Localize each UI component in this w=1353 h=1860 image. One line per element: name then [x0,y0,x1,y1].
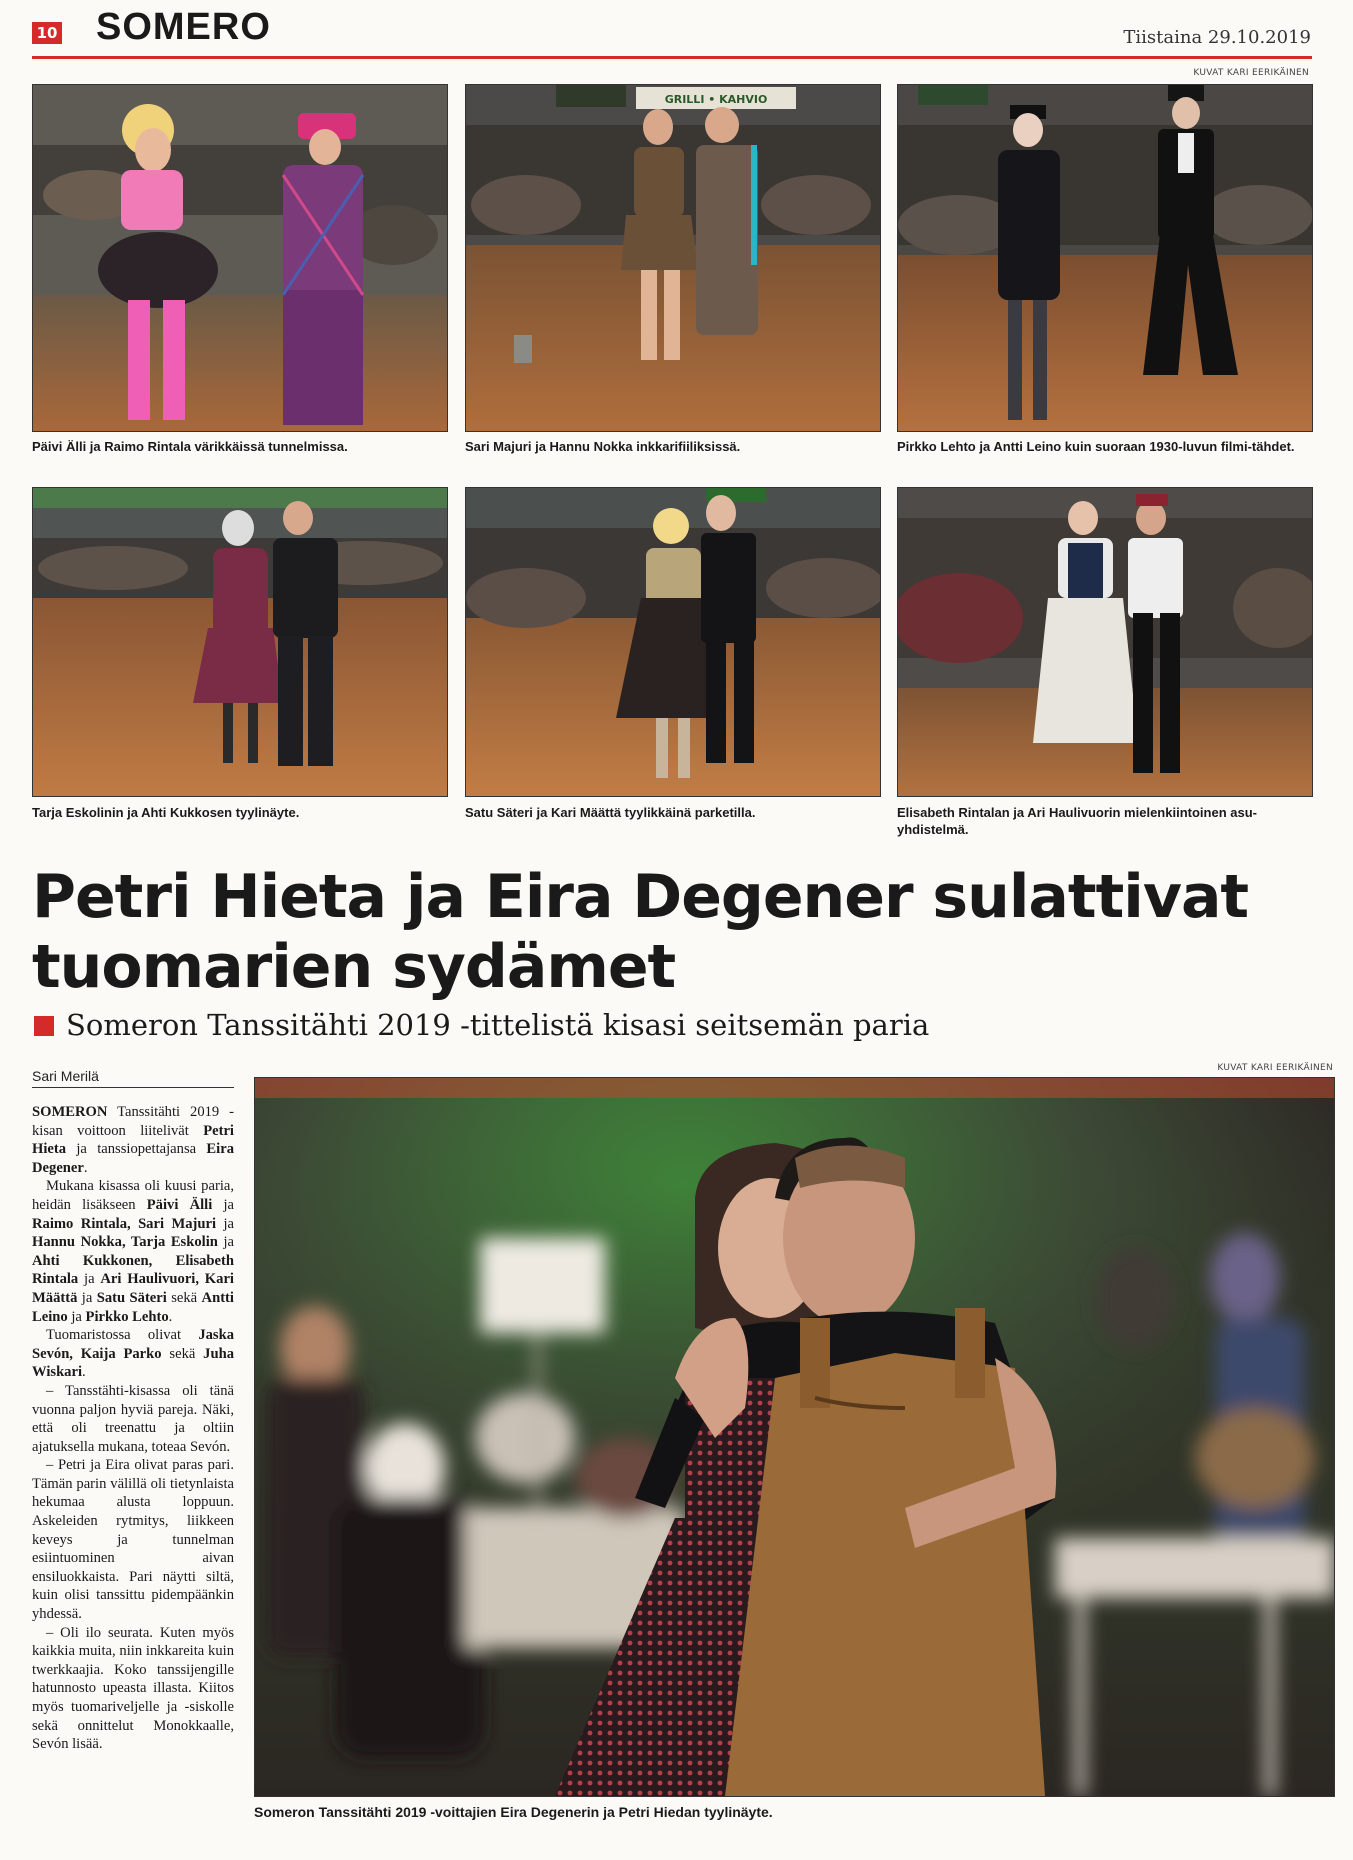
byline-divider [32,1087,234,1088]
photo-3 [897,84,1313,432]
photo-2 [465,84,881,432]
article-subheadline: Someron Tanssitähti 2019 -tittelistä kisasi seitsemän paria [66,1008,930,1042]
photo-6 [897,487,1313,797]
photo-credit-top: KUVAT KARI EERIKÄINEN [1193,68,1309,78]
photo-1-caption: Päivi Älli ja Raimo Rintala värikkäissä tunnelmissa. [32,439,348,454]
photo-2-caption: Sari Majuri ja Hannu Nokka inkkarifiiliksissä. [465,439,741,454]
header-divider [32,56,1312,59]
byline: Sari Merilä [32,1068,99,1084]
main-photo [254,1077,1335,1797]
photo-6-caption: Elisabeth Rintalan ja Ari Haulivuorin mielenkiintoinen asu-yhdistelmä. [897,805,1257,837]
section-title: SOMERO [96,6,271,48]
issue-date: Tiistaina 29.10.2019 [1123,27,1311,48]
main-photo-caption: Someron Tanssitähti 2019 -voittajien Eira Degenerin ja Petri Hiedan tyylinäyte. [254,1804,773,1820]
photo-3-caption: Pirkko Lehto ja Antti Leino kuin suoraan 1930-luvun filmi-tähdet. [897,439,1295,454]
photo-4-caption: Tarja Eskolinin ja Ahti Kukkosen tyylinäyte. [32,805,300,820]
photo-4 [32,487,448,797]
photo-5 [465,487,881,797]
headline-line-1: Petri Hieta ja Eira Degener sulattivat [32,862,1249,932]
headline-line-2: tuomarien sydämet [32,932,676,1002]
photo-1 [32,84,448,432]
svg-text:GRILLI • KAHVIO: GRILLI • KAHVIO [664,93,768,106]
page-number: 10 [32,22,62,44]
photo-5-caption: Satu Säteri ja Kari Määttä tyylikkäinä parketilla. [465,805,756,820]
subheadline-bullet [34,1016,54,1036]
article-body: SOMERON Tanssitähti 2019 -kisan voittoon liitelivät Petri Hieta ja tanssiopettajansa Eira Degener. Mukana kisassa oli kuusi paria, heidän lisäkseen Päivi Älli ja Raimo Rintala, Sari Majuri ja Hannu Nokka, Tarja Eskolin ja Ahti Kukkonen, Elisabeth Rintala ja Ari Haulivuori, Kari Määttä ja Satu Säteri sekä Antti Leino ja Pirkko Lehto. Tuomaristossa olivat Jaska Sevón, Kaija Parko sekä Juha Wiskari. – Tansstähti-kisassa oli tänä vuonna paljon hyviä pareja. Näki, että oli treenattu ja oltiin ajatuksella mukana, toteaa Sevón. – Petri ja Eira olivat paras pari. Tämän parin välillä oli tietynlaista hekumaa alusta loppuun. Askeleiden rytmitys, liikkeen keveys ja tunnelman esiintuominen aivan ensiluokkaista. Pari näytti siltä, kuin olisi tanssittu pidempäänkin yhdessä. – Oli ilo seurata. Kuten myös kaikkia muita, niin inkkareita kuin twerkkaajia. Koko tanssijengille hatunnosto upeasta illasta. Kiitos myös tuomariveljelle ja -siskolle sekä onnittelut Monokkaalle, Sevón lisää. [32,1104,234,1753]
photo-credit-main: KUVAT KARI EERIKÄINEN [1217,1063,1333,1073]
article-headline [32,862,1292,1002]
